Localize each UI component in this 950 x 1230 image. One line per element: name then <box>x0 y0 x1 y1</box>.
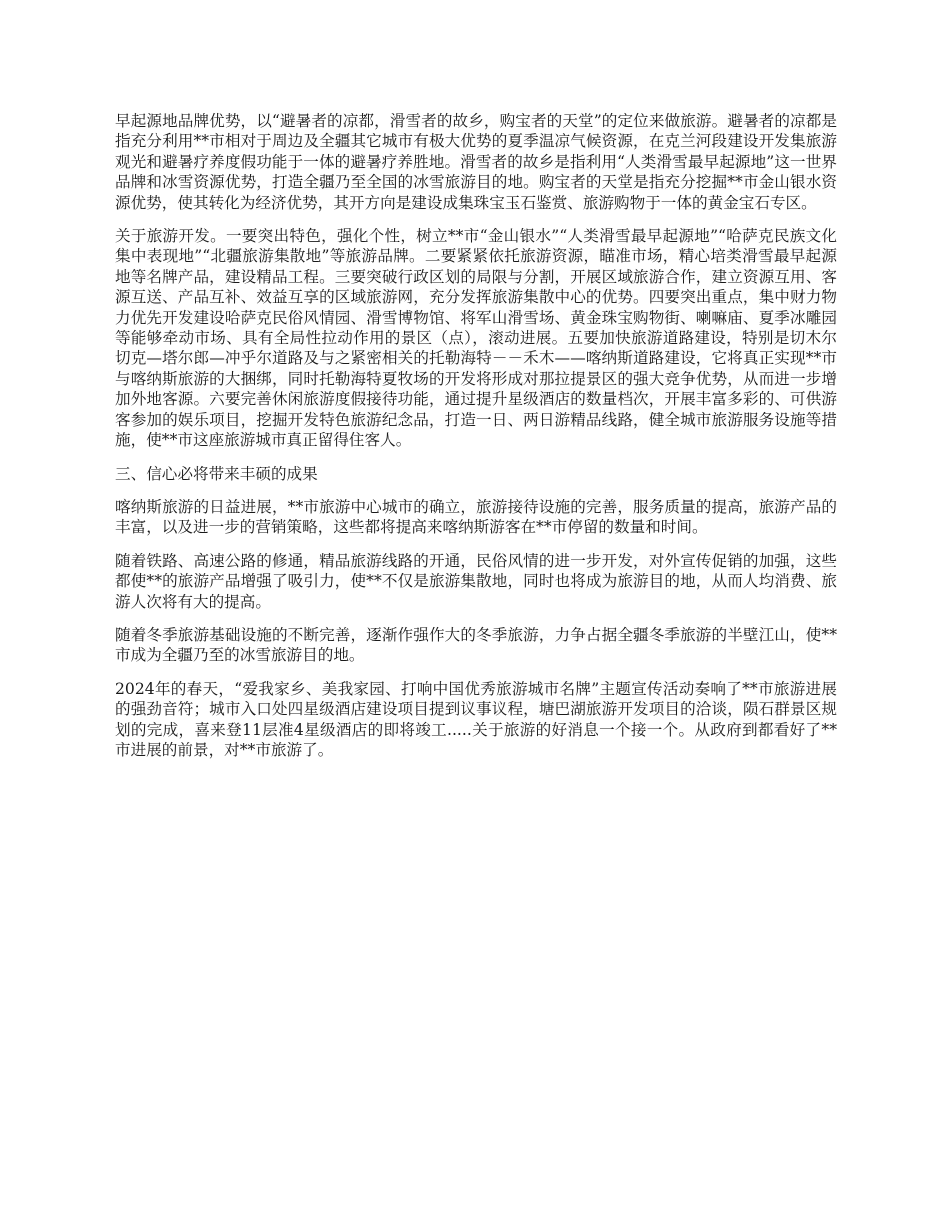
document-body <box>115 111 837 773</box>
paragraph-winter-tourism: 随着冬季旅游基础设施的不断完善，逐渐作强作大的冬季旅游，力争占据全疆冬季旅游的半壁江山，使**市成为全疆乃至的冰雪旅游目的地。 <box>115 625 837 665</box>
paragraph-tourism-development: 关于旅游开发。一要突出特色，强化个性，树立**市“金山银水”“人类滑雪最早起源地”“哈萨克民族文化集中表现地”“北疆旅游集散地”等旅游品牌。二要紧紧依托旅游资源，瞄准市场，精心培类滑雪最早起源地等名牌产品，建设精品工程。三要突破行政区划的局限与分割，开展区域旅游合作，建立资源互用、客源互送、产品互补、效益互享的区域旅游网，充分发挥旅游集散中心的优势。四要突出重点，集中财力物力优先开发建设哈萨克民俗风情园、滑雪博物馆、将军山滑雪场、黄金珠宝购物街、喇嘛庙、夏季冰雕园等能够牵动市场、具有全局性拉动作用的景区（点），滚动进展。五要加快旅游道路建设，特别是切木尔切克—塔尔郎—冲乎尔道路及与之紧密相关的托勒海特－－禾木——喀纳斯道路建设，它将真正实现**市与喀纳斯旅游的大捆绑，同时托勒海特夏牧场的开发将形成对那拉提景区的强大竞争优势，从而进一步增加外地客源。六要完善休闲旅游度假接待功能，通过提升星级酒店的数量档次，开展丰富多彩的、可供游客参加的娱乐项目，挖掘开发特色旅游纪念品，打造一日、两日游精品线路，健全城市旅游服务设施等措施，使**市这座旅游城市真正留得住客人。 <box>115 227 837 450</box>
paragraph-intro-positioning: 早起源地品牌优势，以“避暑者的凉都，滑雪者的故乡，购宝者的天堂”的定位来做旅游。避暑者的凉都是指充分利用**市相对于周边及全疆其它城市有极大优势的夏季温凉气候资源，在克兰河段建设开发集旅游观光和避暑疗养度假功能于一体的避暑疗养胜地。滑雪者的故乡是指利用“人类滑雪最早起源地”这一世界品牌和冰雪资源优势，打造全疆乃至全国的冰雪旅游目的地。购宝者的天堂是指充分挖掘**市金山银水资源优势，使其转化为经济优势，其开方向是建设成集珠宝玉石鉴赏、旅游购物于一体的黄金宝石专区。 <box>115 112 837 212</box>
paragraph-transport: 随着铁路、高速公路的修通，精品旅游线路的开通，民俗风情的进一步开发，对外宣传促销的加强，这些都使**的旅游产品增强了吸引力，使**不仅是旅游集散地，同时也将成为旅游目的地，从而人均消费、旅游人次将有大的提高。 <box>115 551 837 611</box>
paragraph-kanas-tourism: 喀纳斯旅游的日益进展，**市旅游中心城市的确立，旅游接待设施的完善，服务质量的提高，旅游产品的丰富，以及进一步的营销策略，这些都将提高来喀纳斯游客在**市停留的数量和时间。 <box>115 497 837 537</box>
paragraph-spring-2024: 2024年的春天，“爱我家乡、美我家园、打响中国优秀旅游城市名牌”主题宣传活动奏响了**市旅游进展的强劲音符；城市入口处四星级酒店建设项目提到议事议程，塘巴湖旅游开发项目的洽谈，陨石群景区规划的完成，喜来登11层准4星级酒店的即将竣工.....关于旅游的好消息一个接一个。从政府到都看好了**市进展的前景，对**市旅游了。 <box>115 679 837 759</box>
section-heading: 三、信心必将带来丰硕的成果 <box>115 464 318 483</box>
